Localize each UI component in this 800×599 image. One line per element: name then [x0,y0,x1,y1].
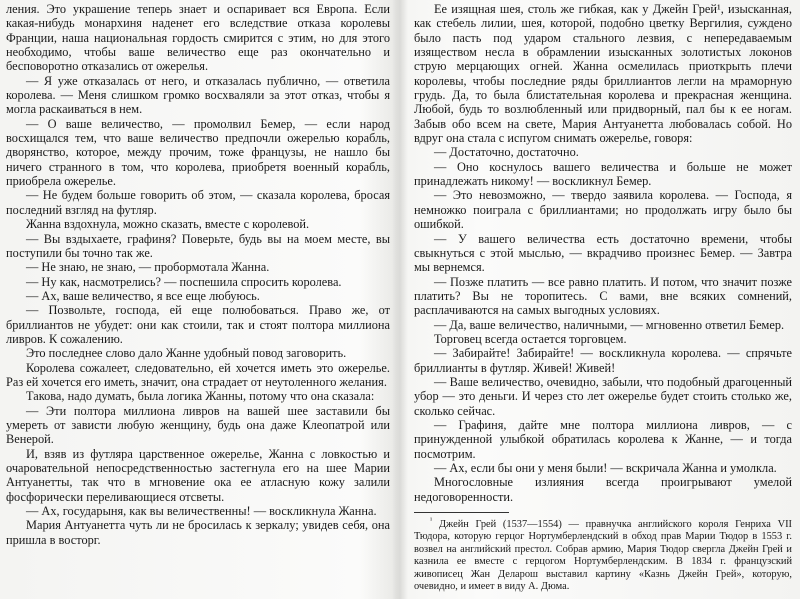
paragraph: И, взяв из футляра царственное ожерелье, Жанна с ловкостью и очаровательной непосредственностью застегнула его на шее Марии Антуанетты, так что в мгновение ока ее атласную кожу залили фосфорически переливающиеся отсветы. [6,446,390,504]
paragraph: — Позвольте, господа, ей еще полюбоваться. Право же, от бриллиантов не убудет: они как стоили, так и стоят полтора миллиона ливров. К сожалению. [6,303,390,346]
paragraph: — Графиня, дайте мне полтора миллиона ливров, — с принужденной улыбкой обратилась королева к Жанне, — и тогда посмотрим. [414,417,792,461]
paragraph: — Достаточно, достаточно. [434,145,579,160]
footnote [414,515,792,593]
right-page [400,0,800,599]
paragraph: — Это невозможно, — твердо заявила королева. — Господа, я немножко поиграла с бриллиантами; но продолжать игру было бы ошибкой. [414,188,792,232]
paragraph: — Ах, ваше величество, я все еще любуюсь. [26,288,260,303]
paragraph: Торговец всегда остается торговцем. [434,331,627,346]
paragraph: — Не будем больше говорить об этом, — сказала королева, бросая последний взгляд на футляр. [6,188,390,217]
paragraph: — Да, ваше величество, наличными, — мгновенно ответил Бемер. [434,317,785,332]
paragraph: — Ну как, насмотрелись? — поспешила спросить королева. [26,274,342,289]
paragraph: — Позже платить — все равно платить. И потом, что значит позже платить? Вы не торопитесь. С вами, вне всяких сомнений, расплачиваются на самых выгодных условиях. [414,274,792,318]
paragraph: — Эти полтора миллиона ливров на вашей шее заставили бы умереть от зависти любую женщину, будь она даже Клеопатрой или Венерой. [6,403,390,447]
paragraph: — Оно коснулось вашего величества и больше не может принадлежать никому! — воскликнул Бемер. [414,159,792,189]
paragraph: — У вашего величества есть достаточно времени, чтобы свыкнуться с этой мыслью, — вкрадчиво произнес Бемер. — Завтра мы вернемся. [414,231,792,275]
paragraph: — Не знаю, не знаю, — пробормотала Жанна. [26,260,270,275]
paragraph: — Вы вздыхаете, графиня? Поверьте, будь вы на моем месте, вы поступили бы точно так же. [6,231,390,260]
paragraph: Мария Антуанетта чуть ли не бросилась к зеркалу; увидев себя, она пришла в восторг. [6,518,390,547]
paragraph: — Я уже отказалась от него, и отказалась публично, — ответила королева. — Меня слишком громко восхваляли за этот отказ, чтобы я могла раскаиваться в нем. [6,73,390,117]
paragraph: — О ваше величество, — промолвил Бемер, — если народ восхищался тем, что ваше величество предпочли ожерелью корабль, дворянство, которое, между прочим, тоже французы, не нашло бы ничего странного в том, что королева, приобретя военный корабль, приобрела ожерелье. [6,116,390,189]
footnote-divider [414,512,509,513]
paragraph: — Ваше величество, очевидно, забыли, что подобный драгоценный убор — это деньги. И через сто лет ожерелье будет стоить столько же, сколько сейчас. [414,374,792,418]
footnote-text: Джейн Грей (1537—1554) — правнучка английского короля Генриха VII Тюдора, которую герцог Нортумберлендский в обход прав Марии Тюдор в 1553 г. возвел на английский престол. Собрав армию, Мария Тюдор свергла Джейн Грей и казнила ее вместе с герцогом Нортумберлендским. В 1834 г. французский живописец Жан Деларош выставил картину «Казнь Джейн Грей», которую, очевидно, и имеет в виду А. Дюма. [414,519,792,593]
paragraph: Жанна вздохнула, можно сказать, вместе с королевой. [26,217,310,232]
paragraph: ления. Это украшение теперь знает и оспаривает вся Европа. Если какая-нибудь монархиня наденет его вследствие отказа королевы Франции, наша национальная гордость смирится с этим, но для этого необходимо, чтобы ваше величество еще раз окончательно и бесповоротно отказались от ожерелья. [6,2,390,74]
paragraph: Это последнее слово дало Жанне удобный повод заговорить. [26,346,347,361]
paragraph: Ее изящная шея, столь же гибкая, как у Джейн Грей¹, изысканная, как стебель лилии, шея, которой, подобно цветку Вергилия, суждено было пасть под ударом стального лезвия, с непередаваемым изяществом несла в обрамлении изысканных золотистых локонов струю мерцающих огней. Жанна осмелилась приоткрыть плечи королевы, чтобы последние ряды бриллиантов легли на мраморную грудь. Да, то была блистательная королева и прекрасная женщина. Любой, будь то возлюбленный или придворный, пал бы к ее ногам. Забыв обо всем на свете, Мария Антуанетта любовалась собой. Но вдруг она стала с испугом снимать ожерелье, говоря: [414,2,792,146]
right-page-body [414,2,792,504]
paragraph: Такова, надо думать, была логика Жанны, потому что она сказала: [26,389,375,404]
paragraph: Королева сожалеет, следовательно, ей хочется иметь это ожерелье. Раз ей хочется его иметь, значит, она страдает от неутоленного желания. [6,360,390,389]
footnote-marker: ¹ [430,515,433,525]
paragraph: — Ах, государыня, как вы величественны! — воскликнула Жанна. [26,504,377,519]
paragraph: — Забирайте! Забирайте! — воскликнула королева. — спрячьте бриллианты в футляр. Живей! Живей! [414,346,792,375]
paragraph: Многословные излияния всегда проигрывают умелой недоговоренности. [414,475,792,504]
paragraph: — Ах, если бы они у меня были! — вскричала Жанна и умолкла. [434,461,777,475]
